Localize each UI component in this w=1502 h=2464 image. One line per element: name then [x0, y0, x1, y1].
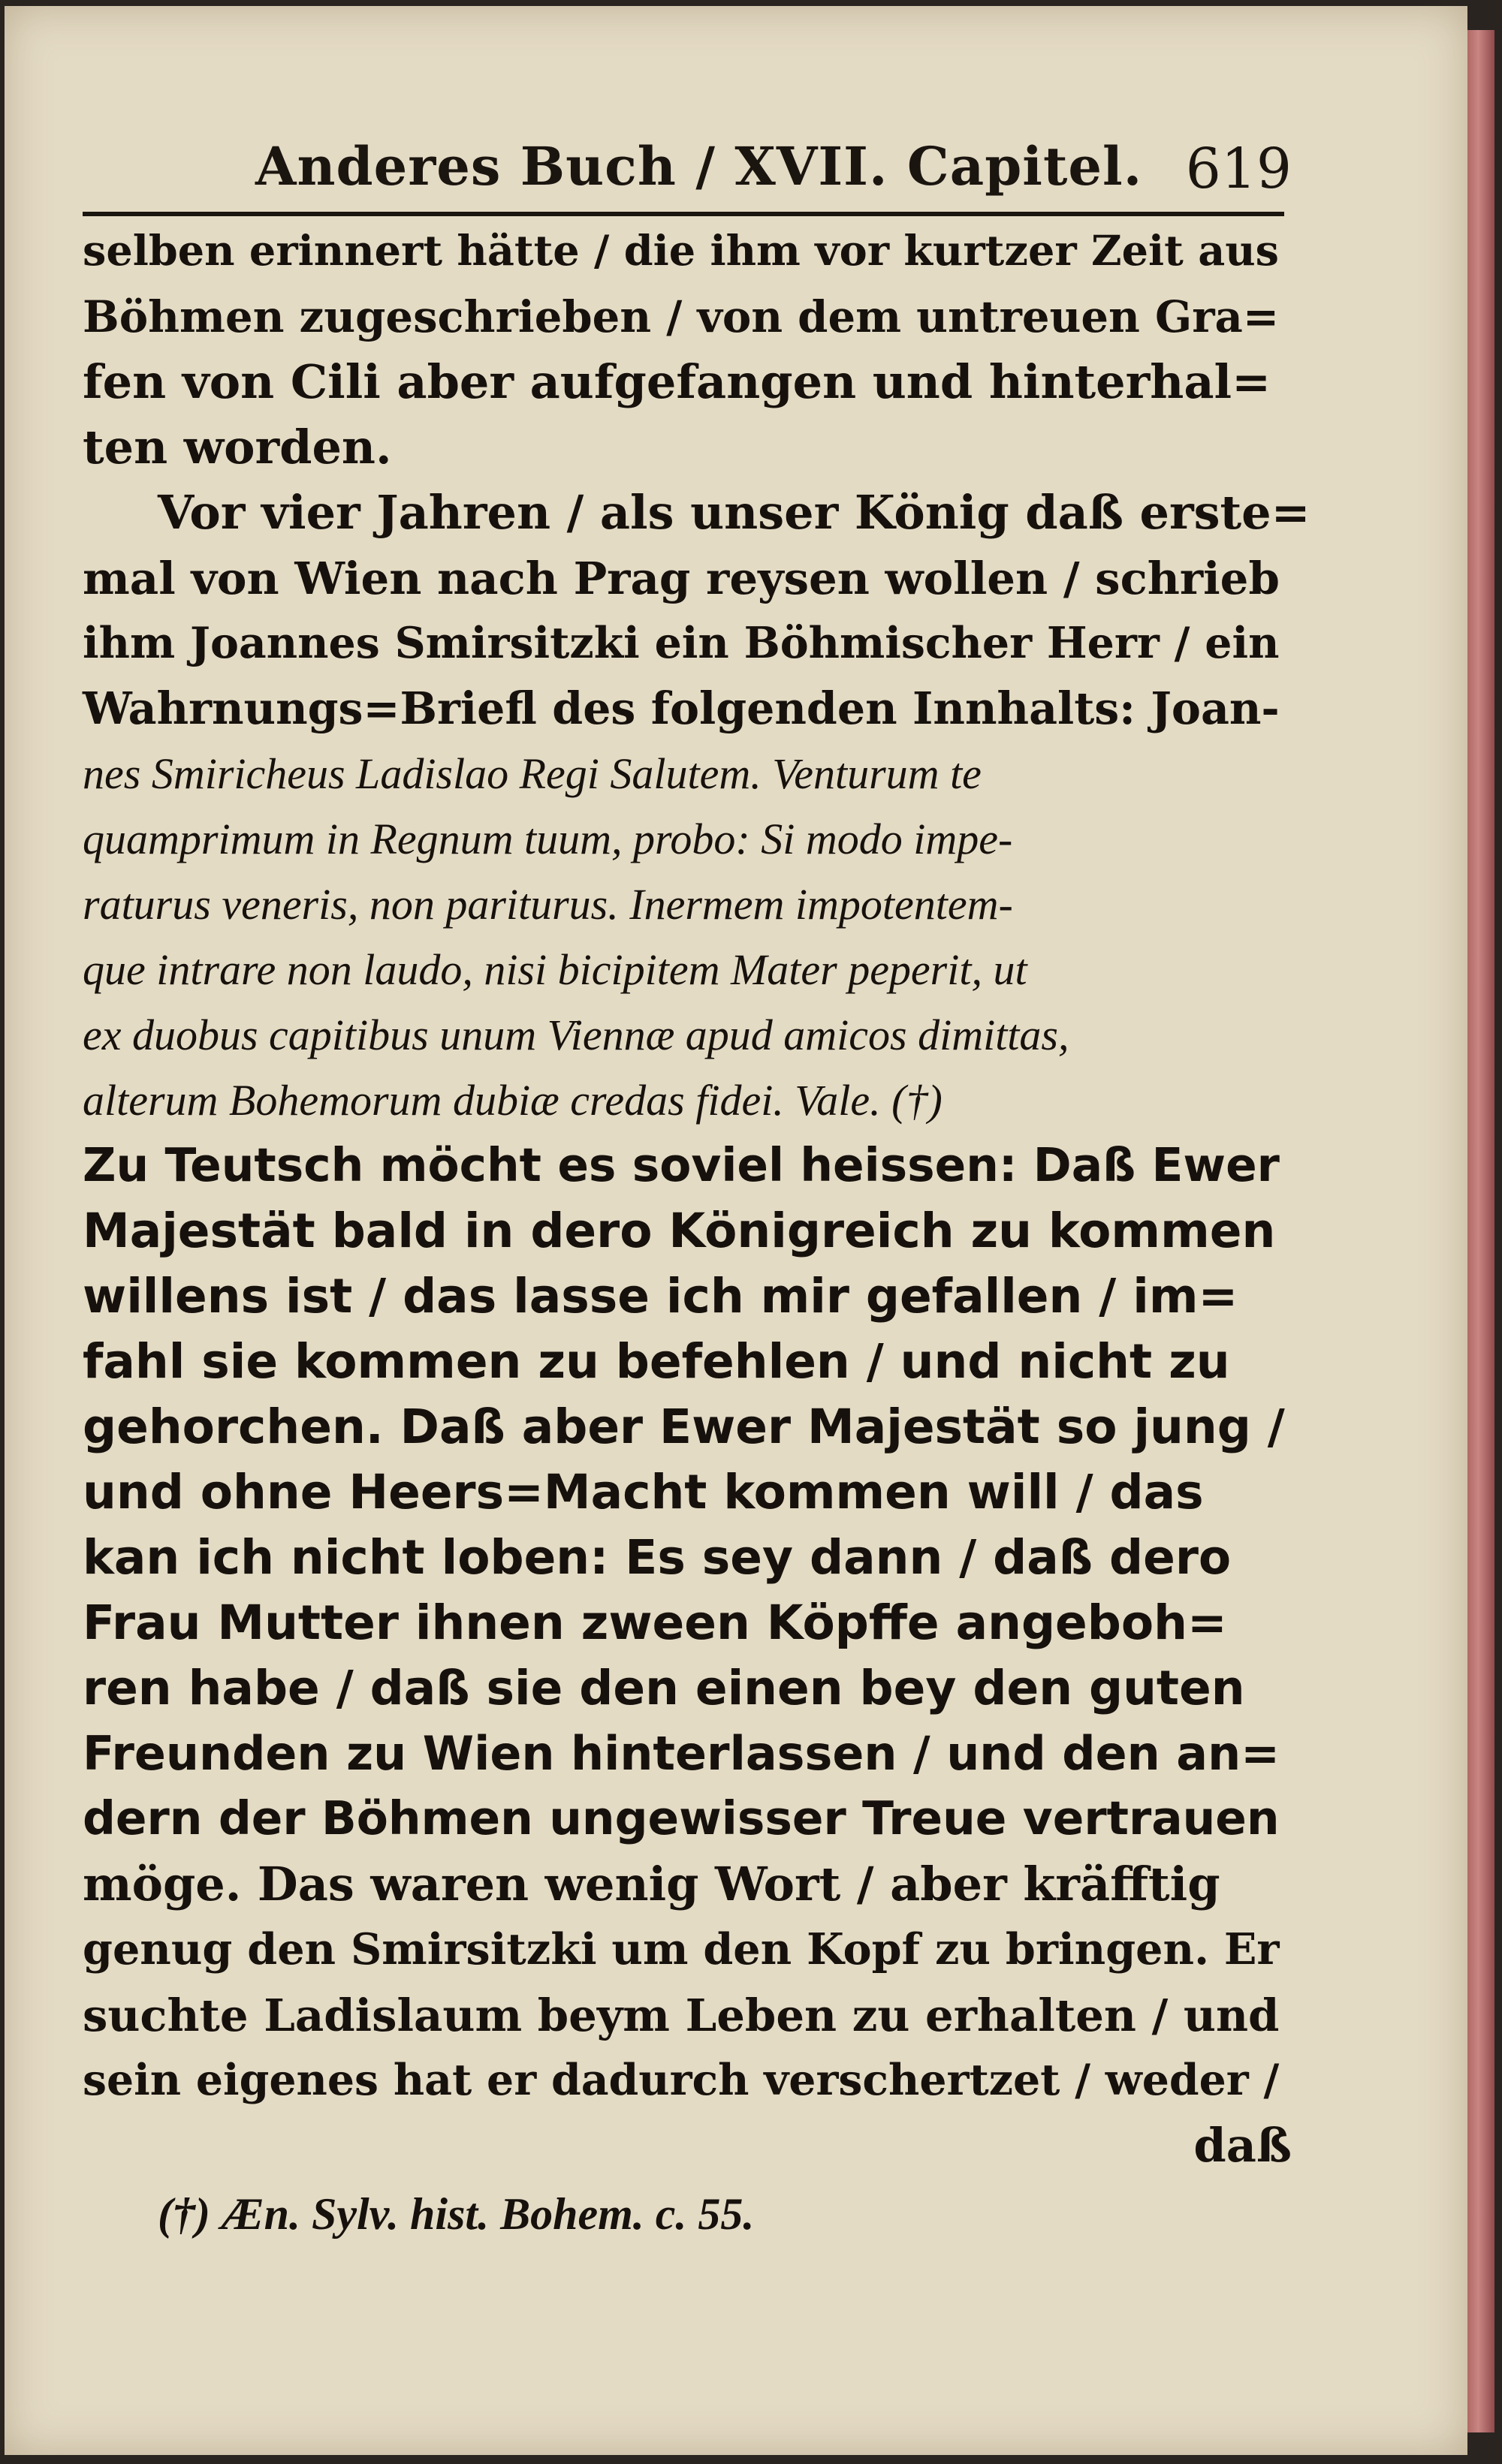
- text-line: und ohne Heers=Macht kommen will / das: [83, 1465, 1204, 1520]
- text-line: möge. Das waren wenig Wort / aber kräfftig: [83, 1857, 1220, 1911]
- text-line: raturus veneris, non pariturus. Inermem impotentem-: [83, 880, 1013, 929]
- header-title: Anderes Buch / XVII. Capitel.: [255, 135, 1143, 197]
- header-rule: [83, 212, 1284, 216]
- text-line: Vor vier Jahren / als unser König daß erste=: [158, 485, 1310, 540]
- text-line: ihm Joannes Smirsitzki ein Böhmischer Herr / ein: [83, 619, 1280, 668]
- text-line: ten worden.: [83, 420, 392, 474]
- text-line: mal von Wien nach Prag reysen wollen / schrieb: [83, 552, 1280, 604]
- text-line: ex duobus capitibus unum Viennæ apud amicos dimittas,: [83, 1011, 1069, 1059]
- text-line: que intrare non laudo, nisi bicipitem Mater peperit, ut: [83, 945, 1027, 994]
- text-line: Böhmen zugeschrieben / von dem untreuen Gra=: [83, 291, 1280, 342]
- text-line: Freunden zu Wien hinterlassen / und den an=: [83, 1727, 1280, 1781]
- text-line: Zu Teutsch möcht es soviel heissen: Daß Ewer: [83, 1139, 1280, 1192]
- text-line: willens ist / das lasse ich mir gefallen / im=: [83, 1269, 1238, 1324]
- text-line: ren habe / daß sie den einen bey den guten: [83, 1661, 1245, 1715]
- page-edge: [1467, 30, 1494, 2432]
- text-line: sein eigenes hat er dadurch verschertzet / weder /: [83, 2056, 1280, 2105]
- page-number: 619: [1185, 137, 1292, 201]
- text-line: fen von Cili aber aufgefangen und hinterhal=: [83, 354, 1271, 409]
- text-line: Frau Mutter ihnen zween Köpffe angeboh=: [83, 1595, 1227, 1650]
- text-line: genug den Smirsitzki um den Kopf zu bringen. Er: [83, 1924, 1280, 1975]
- text-line: quamprimum in Regnum tuum, probo: Si modo impe-: [83, 815, 1013, 863]
- footnote: (†) Æn. Sylv. hist. Bohem. c. 55.: [158, 2189, 755, 2239]
- text-line: Majestät bald in dero Königreich zu kommen: [83, 1203, 1276, 1258]
- text-line: alterum Bohemorum dubiæ credas fidei. Vale. (†): [83, 1076, 943, 1125]
- text-line: kan ich nicht loben: Es sey dann / daß dero: [83, 1530, 1232, 1585]
- text-line: gehorchen. Daß aber Ewer Majestät so jung /: [83, 1399, 1285, 1454]
- text-line: nes Smiricheus Ladislao Regi Salutem. Venturum te: [83, 749, 982, 798]
- text-line: fahl sie kommen zu befehlen / und nicht zu: [83, 1334, 1230, 1389]
- text-line: dern der Böhmen ungewisser Treue vertrauen: [83, 1792, 1280, 1845]
- running-header: [255, 128, 1292, 210]
- text-line: suchte Ladislaum beym Leben zu erhalten / und: [83, 1989, 1280, 2041]
- catchword: daß: [1193, 2118, 1292, 2173]
- text-line: Wahrnungs=Briefl des folgenden Innhalts: Joan-: [83, 682, 1280, 734]
- text-line: selben erinnert hätte / die ihm vor kurtzer Zeit aus: [83, 227, 1279, 276]
